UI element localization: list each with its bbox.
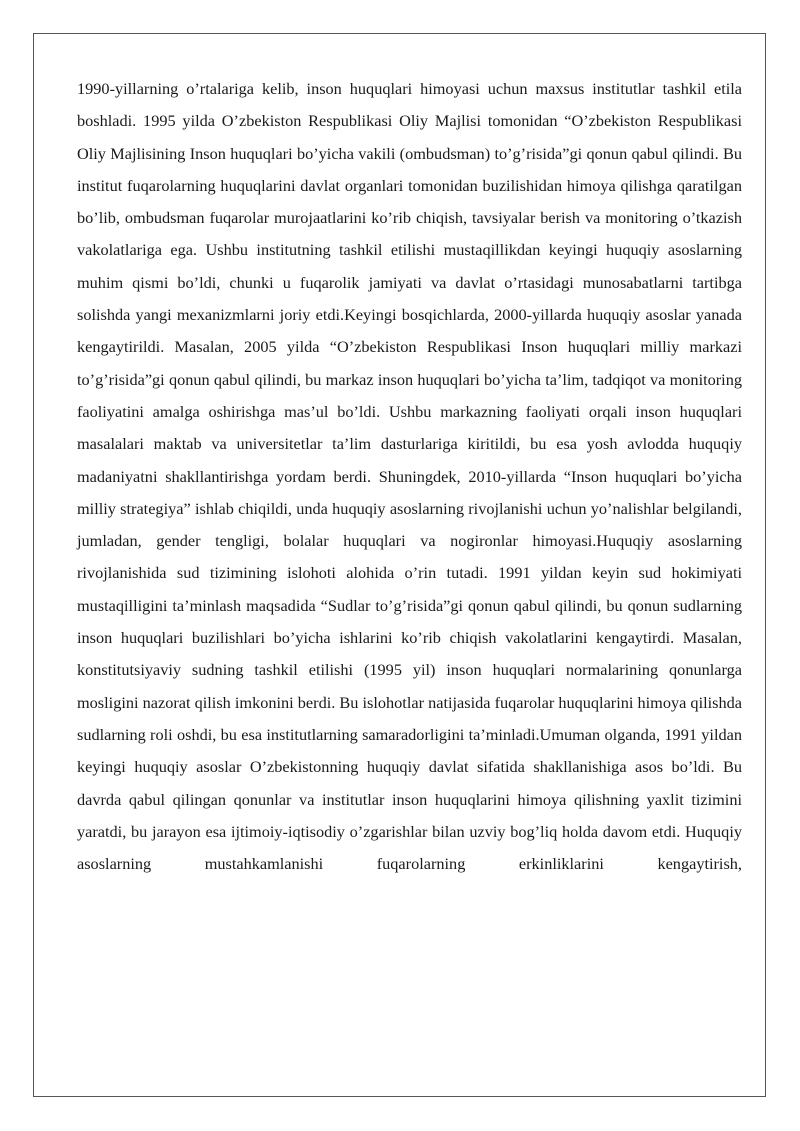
body-paragraph: 1990-yillarning o’rtalariga kelib, inson huquqlari himoyasi uchun maxsus institutlar tashkil etila boshladi. 1995 yilda O’zbekiston Respublikasi Oliy Majlisi tomonidan “O’zbekiston Respublikasi Oliy Majlisining Inson huquqlari bo’yicha vakili (ombudsman) to’g’risida”gi qonun qabul qilindi. Bu institut fuqarolarning huquqlarini davlat organlari tomonidan buzilishidan himoya qilishga qaratilgan bo’lib, ombudsman fuqarolar murojaatlarini ko’rib chiqish, tavsiyalar berish va monitoring o’tkazish vakolatlariga ega. Ushbu institutning tashkil etilishi mustaqillikdan keyingi huquqiy asoslarning muhim qismi bo’ldi, chunki u fuqarolik jamiyati va davlat o’rtasidagi munosabatlarni tartibga solishda yangi mexanizmlarni joriy etdi.Keyingi bosqichlarda, 2000-yillarda huquqiy asoslar yanada kengaytirildi. Masalan, 2005 yilda “O’zbekiston Respublikasi Inson huquqlari milliy markazi to’g’risida”gi qonun qabul qilindi, bu markaz inson huquqlari bo’yicha ta’lim, tadqiqot va monitoring faoliyatini amalga oshirishga mas’ul bo’ldi. Ushbu markazning faoliyati orqali inson huquqlari masalalari maktab va universitetlar ta’lim dasturlariga kiritildi, bu esa yosh avlodda huquqiy madaniyatni shakllantirishga yordam berdi. Shuningdek, 2010-yillarda “Inson huquqlari bo’yicha milliy strategiya” ishlab chiqildi, unda huquqiy asoslarning rivojlanishi uchun yo’nalishlar belgilandi, jumladan, gender tengligi, bolalar huquqlari va nogironlar himoyasi.Huquqiy asoslarning rivojlanishida sud tizimining islohoti alohida o’rin tutadi. 1991 yildan keyin sud hokimiyati mustaqilligini ta’minlash maqsadida “Sudlar to’g’risida”gi qonun qabul qilindi, bu qonun sudlarning inson huquqlari buzilishlari bo’yicha ishlarini ko’rib chiqish vakolatlarini kengaytirdi. Masalan, konstitutsiyaviy sudning tashkil etilishi (1995 yil) inson huquqlari normalarining qonunlarga mosligini nazorat qilish imkonini berdi. Bu islohotlar natijasida fuqarolar huquqlarini himoya qilishda sudlarning roli oshdi, bu esa institutlarning samaradorligini ta’minladi.Umuman olganda, 1991 yildan keyingi huquqiy asoslar O’zbekistonning huquqiy davlat sifatida shakllanishiga asos bo’ldi. Bu davrda qabul qilingan qonunlar va institutlar inson huquqlarini himoya qilishning yaxlit tizimini yaratdi, bu jarayon esa ijtimoiy-iqtisodiy o’zgarishlar bilan uzviy bog’liq holda davom etdi. Huquqiy asoslarning mustahkamlanishi fuqarolarning erkinliklarini kengaytirish, — [77, 79, 742, 874]
